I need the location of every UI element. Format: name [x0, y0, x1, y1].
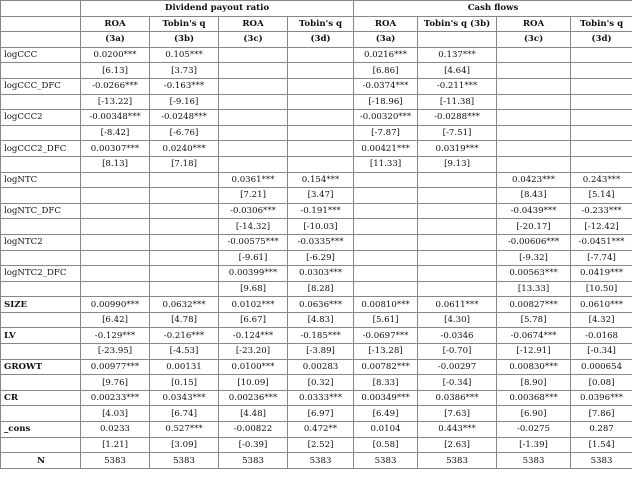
variable-label-empty [1, 281, 81, 297]
table-body [1, 47, 632, 468]
group-cash-flows: Cash flows [354, 1, 632, 17]
t-stat-cell [150, 281, 219, 297]
coefficient-cell [571, 141, 632, 157]
observations-cell: 5383 [288, 453, 354, 469]
t-stat-cell [288, 125, 354, 141]
t-stat-cell: [-9.16] [150, 94, 219, 110]
column-number [418, 32, 497, 48]
t-stat-cell: [-0.34] [571, 344, 632, 360]
coefficient-row [1, 328, 632, 344]
t-stat-cell [571, 156, 632, 172]
coefficient-cell [497, 78, 571, 94]
column-number: (3d) [288, 32, 354, 48]
t-stat-cell [150, 250, 219, 266]
variable-label: logNTC_DFC [1, 203, 81, 219]
coefficient-cell [81, 172, 150, 188]
column-number: (3a) [81, 32, 150, 48]
coefficient-cell: 0.0396*** [571, 390, 632, 406]
t-stat-cell [418, 250, 497, 266]
coefficient-cell: 0.0319*** [418, 141, 497, 157]
observations-cell: 5383 [81, 453, 150, 469]
t-stat-cell: [6.49] [354, 406, 418, 422]
coefficient-cell [354, 234, 418, 250]
coefficient-cell [150, 234, 219, 250]
variable-label: logNTC2 [1, 234, 81, 250]
coefficient-cell [81, 203, 150, 219]
t-stat-cell [81, 281, 150, 297]
variable-label: logNTC2_DFC [1, 266, 81, 282]
variable-label-empty [1, 250, 81, 266]
t-stat-cell: [5.61] [354, 312, 418, 328]
t-stat-row [1, 219, 632, 235]
t-stat-cell: [-23.95] [81, 344, 150, 360]
t-stat-cell: [5.14] [571, 188, 632, 204]
t-stat-cell: [5.78] [497, 312, 571, 328]
t-stat-cell [288, 94, 354, 110]
coefficient-cell [219, 110, 288, 126]
coefficient-cell: -0.0674*** [497, 328, 571, 344]
t-stat-cell [150, 188, 219, 204]
coefficient-cell: 0.443*** [418, 422, 497, 438]
coefficient-cell: 0.0104 [354, 422, 418, 438]
t-stat-cell: [-14.32] [219, 219, 288, 235]
t-stat-row [1, 63, 632, 79]
coefficient-cell: -0.0266*** [81, 78, 150, 94]
t-stat-cell [497, 156, 571, 172]
t-stat-cell: [3.73] [150, 63, 219, 79]
t-stat-cell: [9.13] [418, 156, 497, 172]
coefficient-cell: -0.0275 [497, 422, 571, 438]
t-stat-cell [418, 188, 497, 204]
t-stat-row [1, 94, 632, 110]
column-name: Tobin's q [288, 16, 354, 32]
column-name: ROA [497, 16, 571, 32]
coefficient-cell [497, 141, 571, 157]
t-stat-row [1, 281, 632, 297]
corner-cell [1, 32, 81, 48]
t-stat-cell: [0.32] [288, 375, 354, 391]
t-stat-row [1, 437, 632, 453]
t-stat-cell: [1.21] [81, 437, 150, 453]
coefficient-cell [219, 78, 288, 94]
variable-label: logCCC [1, 47, 81, 63]
coefficient-cell: 0.0610*** [571, 297, 632, 313]
coefficient-row [1, 141, 632, 157]
coefficient-cell: -0.0439*** [497, 203, 571, 219]
coefficient-cell: -0.0346 [418, 328, 497, 344]
coefficient-cell: 0.00827*** [497, 297, 571, 313]
t-stat-cell: [-12.91] [497, 344, 571, 360]
coefficient-cell: -0.185*** [288, 328, 354, 344]
coefficient-cell [81, 266, 150, 282]
coefficient-cell: 0.0216*** [354, 47, 418, 63]
t-stat-row [1, 375, 632, 391]
coefficient-cell [418, 266, 497, 282]
t-stat-row [1, 312, 632, 328]
t-stat-cell: [0.15] [150, 375, 219, 391]
coefficient-cell: -0.0335*** [288, 234, 354, 250]
coefficient-cell [418, 172, 497, 188]
t-stat-cell: [6.13] [81, 63, 150, 79]
coefficient-cell: 0.0100*** [219, 359, 288, 375]
variable-label: logCCC2_DFC [1, 141, 81, 157]
variable-label-empty [1, 188, 81, 204]
t-stat-cell: [4.83] [288, 312, 354, 328]
coefficient-cell: -0.0374*** [354, 78, 418, 94]
coefficient-cell [150, 203, 219, 219]
t-stat-cell: [-9.32] [497, 250, 571, 266]
coefficient-cell: -0.0306*** [219, 203, 288, 219]
t-stat-cell: [10.09] [219, 375, 288, 391]
coefficient-cell: 0.0632*** [150, 297, 219, 313]
coefficient-cell: 0.527*** [150, 422, 219, 438]
t-stat-cell: [-9.61] [219, 250, 288, 266]
coefficient-cell: 0.000654 [571, 359, 632, 375]
coefficient-cell: 0.00283 [288, 359, 354, 375]
coefficient-cell: 0.105*** [150, 47, 219, 63]
t-stat-cell: [-8.42] [81, 125, 150, 141]
group-dividend-payout: Dividend payout ratio [81, 1, 354, 17]
variable-label: SIZE [1, 297, 81, 313]
column-number: (3c) [219, 32, 288, 48]
t-stat-cell: [7.86] [571, 406, 632, 422]
t-stat-cell [497, 125, 571, 141]
t-stat-cell: [-13.22] [81, 94, 150, 110]
coefficient-cell: 0.00810*** [354, 297, 418, 313]
t-stat-cell: [4.48] [219, 406, 288, 422]
t-stat-cell [219, 94, 288, 110]
t-stat-cell: [-20.17] [497, 219, 571, 235]
coefficient-cell: -0.0451*** [571, 234, 632, 250]
t-stat-cell: [4.30] [418, 312, 497, 328]
t-stat-cell: [13.33] [497, 281, 571, 297]
coefficient-cell: 0.287 [571, 422, 632, 438]
coefficient-cell: 0.0303*** [288, 266, 354, 282]
coefficient-cell [354, 203, 418, 219]
coefficient-cell [354, 266, 418, 282]
t-stat-cell: [-0.70] [418, 344, 497, 360]
t-stat-cell: [6.86] [354, 63, 418, 79]
t-stat-cell: [8.13] [81, 156, 150, 172]
t-stat-cell: [6.97] [288, 406, 354, 422]
column-name: ROA [354, 16, 418, 32]
corner-cell [1, 16, 81, 32]
coefficient-cell [571, 110, 632, 126]
coefficient-cell: 0.0333*** [288, 390, 354, 406]
coefficient-cell [497, 47, 571, 63]
observations-cell: 5383 [418, 453, 497, 469]
t-stat-cell [354, 250, 418, 266]
coefficient-cell: 0.0240*** [150, 141, 219, 157]
t-stat-cell: [-0.34] [418, 375, 497, 391]
coefficient-cell: 0.00782*** [354, 359, 418, 375]
variable-label-empty [1, 375, 81, 391]
t-stat-cell [81, 188, 150, 204]
t-stat-row [1, 188, 632, 204]
coefficient-cell: 0.00307*** [81, 141, 150, 157]
column-name: Tobin's q (3b) [418, 16, 497, 32]
coefficient-cell [288, 110, 354, 126]
t-stat-cell: [4.78] [150, 312, 219, 328]
t-stat-cell: [3.47] [288, 188, 354, 204]
coefficient-cell: 0.0636*** [288, 297, 354, 313]
coefficient-cell: -0.129*** [81, 328, 150, 344]
t-stat-cell: [9.68] [219, 281, 288, 297]
t-stat-cell: [4.32] [571, 312, 632, 328]
t-stat-cell [354, 281, 418, 297]
t-stat-cell [571, 125, 632, 141]
t-stat-cell: [8.28] [288, 281, 354, 297]
coefficient-cell: 0.00563*** [497, 266, 571, 282]
coefficient-cell: 0.00236*** [219, 390, 288, 406]
t-stat-cell: [6.42] [81, 312, 150, 328]
t-stat-cell: [-3.89] [288, 344, 354, 360]
column-number: (3b) [150, 32, 219, 48]
coefficient-row [1, 172, 632, 188]
t-stat-cell: [0.08] [571, 375, 632, 391]
t-stat-cell: [7.18] [150, 156, 219, 172]
t-stat-cell: [2.63] [418, 437, 497, 453]
t-stat-cell: [1.54] [571, 437, 632, 453]
t-stat-cell: [-10.03] [288, 219, 354, 235]
coefficient-cell [418, 203, 497, 219]
coefficient-cell: 0.00233*** [81, 390, 150, 406]
column-name: Tobin's q [150, 16, 219, 32]
column-name: ROA [219, 16, 288, 32]
coefficient-cell [81, 234, 150, 250]
t-stat-cell: [-23.20] [219, 344, 288, 360]
coefficient-cell: 0.00830*** [497, 359, 571, 375]
t-stat-cell: [7.63] [418, 406, 497, 422]
t-stat-cell: [8.33] [354, 375, 418, 391]
variable-label: GROWT [1, 359, 81, 375]
t-stat-cell: [8.43] [497, 188, 571, 204]
observations-cell: 5383 [150, 453, 219, 469]
observations-cell: 5383 [497, 453, 571, 469]
coefficient-cell: -0.00320*** [354, 110, 418, 126]
t-stat-cell: [6.74] [150, 406, 219, 422]
coefficient-cell: -0.216*** [150, 328, 219, 344]
t-stat-cell: [-4.53] [150, 344, 219, 360]
t-stat-cell: [-18.96] [354, 94, 418, 110]
coefficient-cell: 0.0386*** [418, 390, 497, 406]
t-stat-cell: [-0.39] [219, 437, 288, 453]
variable-label-empty [1, 94, 81, 110]
coefficient-cell: -0.00575*** [219, 234, 288, 250]
coefficient-cell: -0.191*** [288, 203, 354, 219]
t-stat-cell: [4.64] [418, 63, 497, 79]
coefficient-cell [288, 78, 354, 94]
column-name-row [1, 16, 632, 32]
column-number: (3c) [497, 32, 571, 48]
coefficient-cell: 0.0233 [81, 422, 150, 438]
t-stat-row [1, 344, 632, 360]
t-stat-cell: [3.09] [150, 437, 219, 453]
t-stat-cell [219, 125, 288, 141]
t-stat-cell [219, 63, 288, 79]
coefficient-row [1, 422, 632, 438]
t-stat-row [1, 250, 632, 266]
coefficient-cell [497, 110, 571, 126]
coefficient-cell: -0.211*** [418, 78, 497, 94]
variable-label-empty [1, 437, 81, 453]
column-number: (3d) [571, 32, 632, 48]
coefficient-cell: 0.0611*** [418, 297, 497, 313]
coefficient-cell: -0.00348*** [81, 110, 150, 126]
coefficient-row [1, 359, 632, 375]
coefficient-cell: -0.0697*** [354, 328, 418, 344]
coefficient-row [1, 234, 632, 250]
t-stat-cell: [2.52] [288, 437, 354, 453]
t-stat-cell: [9.76] [81, 375, 150, 391]
t-stat-row [1, 125, 632, 141]
t-stat-cell: [4.03] [81, 406, 150, 422]
variable-label: logCCC2 [1, 110, 81, 126]
t-stat-cell: [6.67] [219, 312, 288, 328]
coefficient-cell [150, 266, 219, 282]
t-stat-cell [81, 219, 150, 235]
t-stat-cell [219, 156, 288, 172]
coefficient-cell: 0.0200*** [81, 47, 150, 63]
t-stat-cell: [-7.87] [354, 125, 418, 141]
t-stat-cell [288, 156, 354, 172]
coefficient-cell: -0.00297 [418, 359, 497, 375]
observations-label: N [1, 453, 81, 469]
observations-row [1, 453, 632, 469]
coefficient-cell: -0.0288*** [418, 110, 497, 126]
t-stat-cell: [-6.29] [288, 250, 354, 266]
observations-cell: 5383 [354, 453, 418, 469]
coefficient-cell: 0.00131 [150, 359, 219, 375]
t-stat-cell: [0.58] [354, 437, 418, 453]
variable-label-empty [1, 125, 81, 141]
variable-label-empty [1, 406, 81, 422]
t-stat-cell: [-12.42] [571, 219, 632, 235]
t-stat-cell: [-6.76] [150, 125, 219, 141]
t-stat-cell: [11.33] [354, 156, 418, 172]
coefficient-cell [219, 47, 288, 63]
coefficient-row [1, 297, 632, 313]
variable-label: logCCC_DFC [1, 78, 81, 94]
coefficient-cell: 0.0361*** [219, 172, 288, 188]
coefficient-cell: 0.0423*** [497, 172, 571, 188]
coefficient-cell: 0.00368*** [497, 390, 571, 406]
coefficient-row [1, 47, 632, 63]
t-stat-cell [354, 219, 418, 235]
corner-cell [1, 1, 81, 17]
coefficient-cell: 0.0343*** [150, 390, 219, 406]
observations-cell: 5383 [219, 453, 288, 469]
coefficient-cell: 0.472** [288, 422, 354, 438]
t-stat-cell: [-1.39] [497, 437, 571, 453]
t-stat-cell: [-11.38] [418, 94, 497, 110]
coefficient-row [1, 390, 632, 406]
coefficient-cell: 0.154*** [288, 172, 354, 188]
t-stat-cell: [7.21] [219, 188, 288, 204]
coefficient-cell: 0.243*** [571, 172, 632, 188]
coefficient-cell: -0.233*** [571, 203, 632, 219]
variable-label-empty [1, 219, 81, 235]
t-stat-cell [571, 63, 632, 79]
coefficient-cell [288, 141, 354, 157]
t-stat-cell [150, 219, 219, 235]
coefficient-row [1, 78, 632, 94]
variable-label: CR [1, 390, 81, 406]
column-name: ROA [81, 16, 150, 32]
t-stat-cell [418, 281, 497, 297]
coefficient-cell: 0.0102*** [219, 297, 288, 313]
t-stat-row [1, 156, 632, 172]
coefficient-cell [288, 47, 354, 63]
column-name: Tobin's q [571, 16, 632, 32]
coefficient-cell: 0.00421*** [354, 141, 418, 157]
coefficient-cell: 0.00977*** [81, 359, 150, 375]
t-stat-cell [354, 188, 418, 204]
variable-label-empty [1, 63, 81, 79]
coefficient-cell: -0.124*** [219, 328, 288, 344]
coefficient-cell [418, 234, 497, 250]
coefficient-cell: 0.00399*** [219, 266, 288, 282]
coefficient-cell: -0.00606*** [497, 234, 571, 250]
variable-label: logNTC [1, 172, 81, 188]
t-stat-row [1, 406, 632, 422]
variable-label-empty [1, 156, 81, 172]
coefficient-row [1, 110, 632, 126]
variable-label: _cons [1, 422, 81, 438]
variable-label-empty [1, 312, 81, 328]
coefficient-cell [354, 172, 418, 188]
column-number: (3a) [354, 32, 418, 48]
coefficient-cell: 0.00349*** [354, 390, 418, 406]
coefficient-cell [571, 78, 632, 94]
coefficient-cell: -0.00822 [219, 422, 288, 438]
t-stat-cell [81, 250, 150, 266]
variable-label: LV [1, 328, 81, 344]
group-header-row [1, 1, 632, 17]
coefficient-cell [219, 141, 288, 157]
coefficient-cell [150, 172, 219, 188]
t-stat-cell: [6.90] [497, 406, 571, 422]
t-stat-cell [288, 63, 354, 79]
coefficient-cell: -0.0168 [571, 328, 632, 344]
coefficient-cell: -0.0248*** [150, 110, 219, 126]
coefficient-cell: 0.137*** [418, 47, 497, 63]
t-stat-cell: [10.50] [571, 281, 632, 297]
t-stat-cell: [-13.28] [354, 344, 418, 360]
coefficient-cell [571, 47, 632, 63]
variable-label-empty [1, 344, 81, 360]
observations-cell: 5383 [571, 453, 632, 469]
t-stat-cell [497, 63, 571, 79]
t-stat-cell [497, 94, 571, 110]
t-stat-cell: [-7.74] [571, 250, 632, 266]
t-stat-cell [418, 219, 497, 235]
t-stat-cell: [8.90] [497, 375, 571, 391]
coefficient-cell: -0.163*** [150, 78, 219, 94]
coefficient-cell: 0.0419*** [571, 266, 632, 282]
coefficient-row [1, 266, 632, 282]
coefficient-cell: 0.00990*** [81, 297, 150, 313]
coefficient-row [1, 203, 632, 219]
t-stat-cell: [-7.51] [418, 125, 497, 141]
column-number-row [1, 32, 632, 48]
t-stat-cell [571, 94, 632, 110]
